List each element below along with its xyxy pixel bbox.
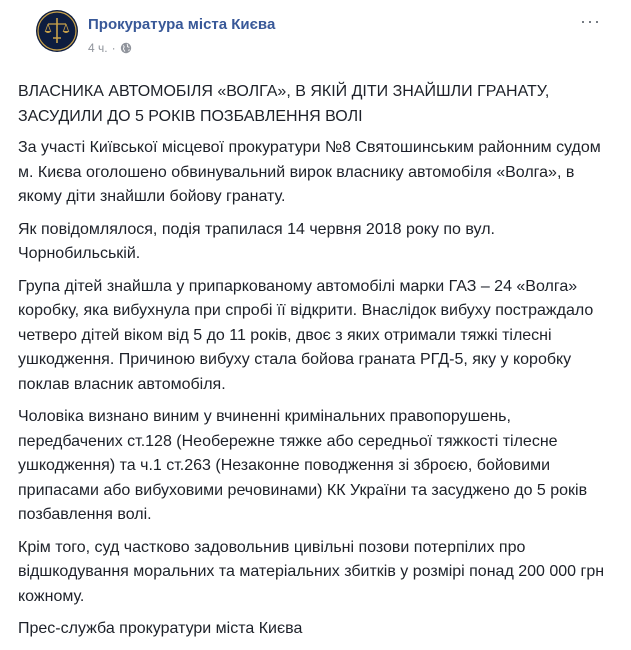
post-header	[18, 0, 611, 66]
meta-separator: ·	[111, 41, 116, 55]
post-paragraph: Група дітей знайшла у припаркованому автомобілі марки ГАЗ – 24 «Волга» коробку, яка вибухнула при спробі її відкрити. Внаслідок вибуху постраждало четверо дітей віком від 5 до 11 років, двоє з яких отримали тяжкі тілесні ушкодження. Причиною вибуху стала бойова граната РГД-5, яку у коробку поклав власник автомобіля.	[18, 277, 594, 393]
globe-icon[interactable]	[120, 42, 132, 54]
post-signature: Прес-служба прокуратури міста Києва	[18, 620, 303, 637]
page-name-link[interactable]: Прокуратура міста Києва	[88, 16, 276, 33]
post-timestamp[interactable]: 4 ч.	[88, 41, 108, 55]
post-paragraph: Крім того, суд частково задовольнив цивільні позови потерпілих про відшкодування моральних та матеріальних збитків у розмірі понад 200 000 грн кожному.	[18, 538, 605, 605]
post-paragraph: Як повідомлялося, подія трапилася 14 червня 2018 року по вул. Чорнобильській.	[18, 220, 495, 262]
post-text	[18, 80, 613, 650]
post-paragraph: За участі Київської місцевої прокуратури №8 Святошинським районним судом м. Києва оголошено обвинувальний вирок власнику автомобіля «Волга», в якому діти знайшли бойову гранату.	[18, 139, 601, 205]
prosecutor-emblem-icon	[36, 10, 78, 52]
post-meta	[88, 41, 132, 55]
more-options-icon[interactable]: ···	[580, 11, 601, 31]
avatar[interactable]	[36, 10, 78, 52]
post-headline: ВЛАСНИКА АВТОМОБІЛЯ «ВОЛГА», В ЯКІЙ ДІТИ ЗНАЙШЛИ ГРАНАТУ, ЗАСУДИЛИ ДО 5 РОКІВ ПОЗБАВЛЕННЯ ВОЛІ	[18, 83, 550, 125]
post-paragraph: Чоловіка визнано виним у вчиненні кримінальних правопорушень, передбачених ст.128 (Необережне тяжке або середньої тяжкості тілесне ушкодження) та ч.1 ст.263 (Незаконне поводження зі зброєю, бойовими припасами або вибуховими речовинами) КК України та засуджено до 5 років позбавлення волі.	[18, 408, 588, 523]
